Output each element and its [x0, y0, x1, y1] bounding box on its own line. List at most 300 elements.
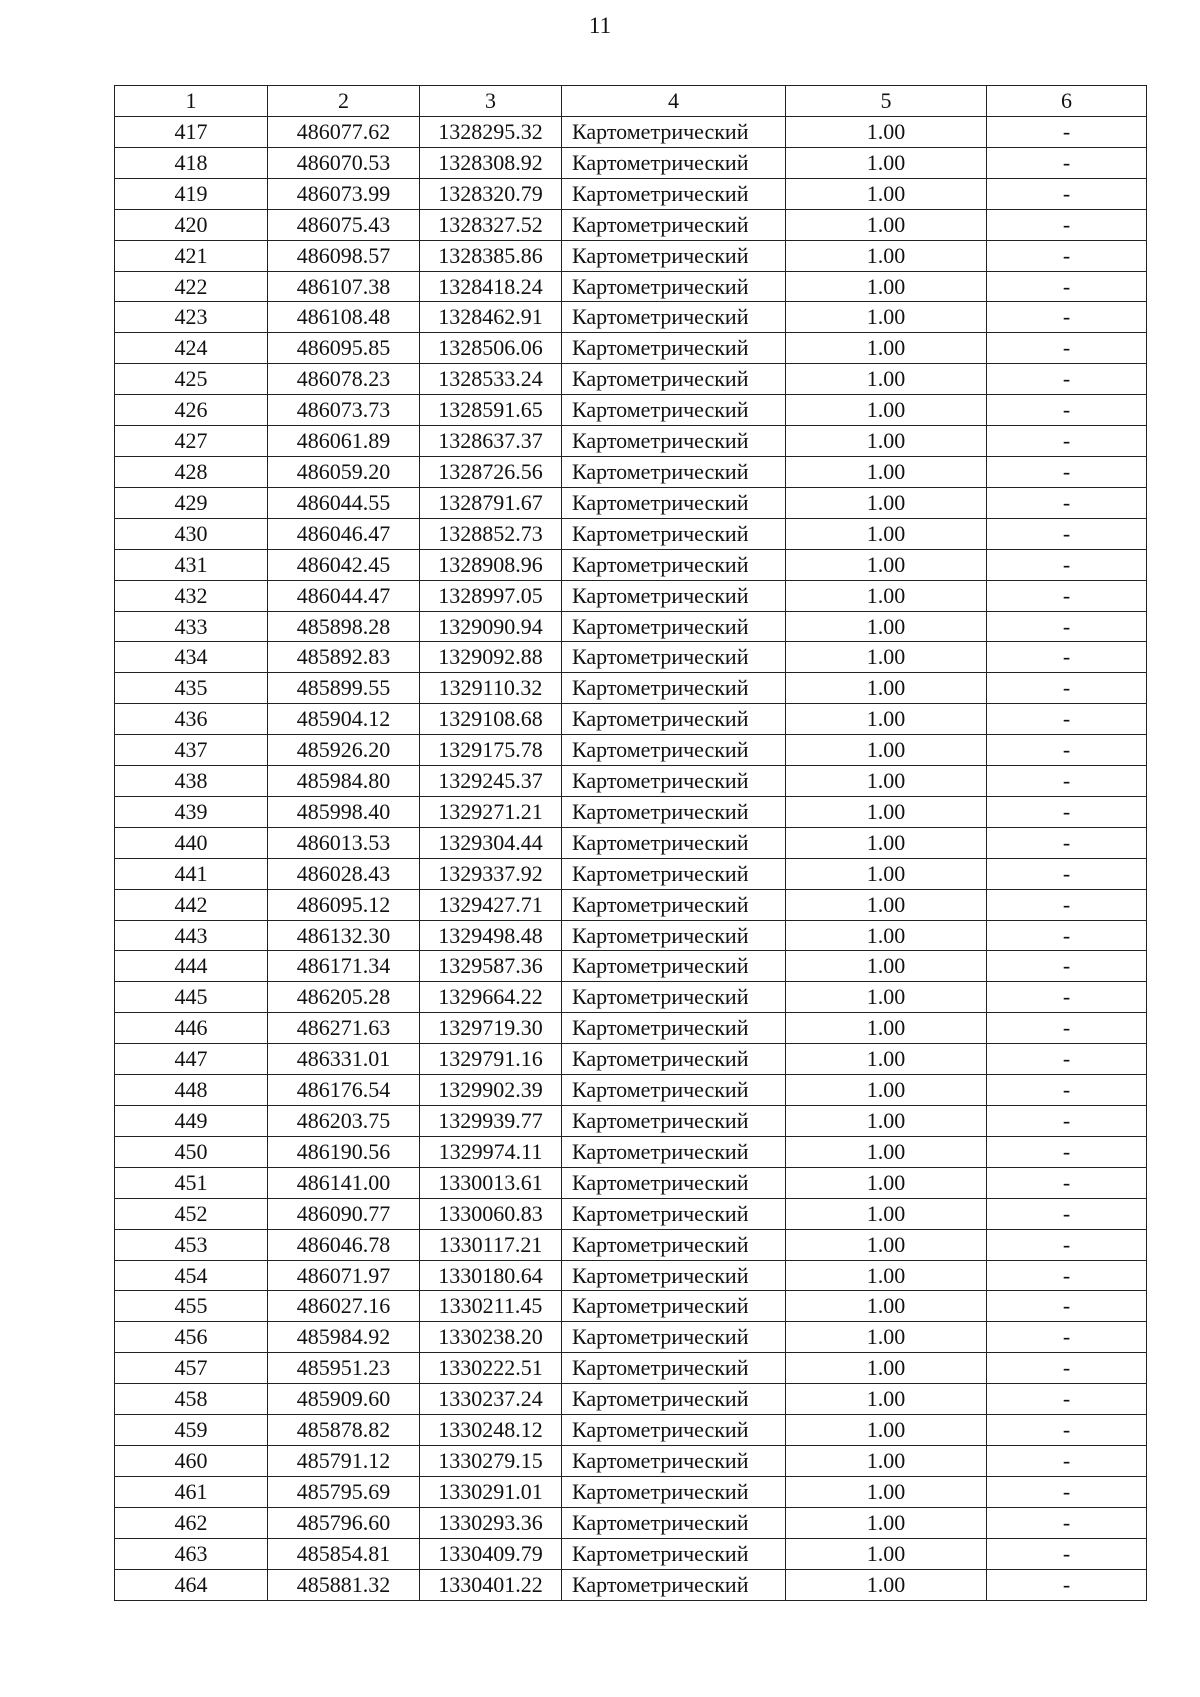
- accuracy-cell: 1.00: [786, 209, 987, 240]
- y-coordinate-cell: 1328418.24: [420, 271, 562, 302]
- table-row: [115, 827, 1147, 858]
- point-number-cell: 452: [115, 1198, 268, 1229]
- point-number-cell: 441: [115, 858, 268, 889]
- method-cell: Картометрический: [562, 487, 786, 518]
- note-cell: -: [987, 951, 1147, 982]
- accuracy-cell: 1.00: [786, 1013, 987, 1044]
- y-coordinate-cell: 1329271.21: [420, 796, 562, 827]
- point-number-cell: 459: [115, 1415, 268, 1446]
- x-coordinate-cell: 485984.92: [268, 1322, 420, 1353]
- table-row: [115, 1476, 1147, 1507]
- table-row: [115, 518, 1147, 549]
- point-number-cell: 442: [115, 889, 268, 920]
- table-row: [115, 1013, 1147, 1044]
- point-number-cell: 445: [115, 982, 268, 1013]
- accuracy-cell: 1.00: [786, 518, 987, 549]
- point-number-cell: 430: [115, 518, 268, 549]
- table-row: [115, 456, 1147, 487]
- y-coordinate-cell: 1328591.65: [420, 395, 562, 426]
- accuracy-cell: 1.00: [786, 1198, 987, 1229]
- note-cell: -: [987, 858, 1147, 889]
- table-row: [115, 1353, 1147, 1384]
- method-cell: Картометрический: [562, 1353, 786, 1384]
- x-coordinate-cell: 486190.56: [268, 1136, 420, 1167]
- method-cell: Картометрический: [562, 518, 786, 549]
- x-coordinate-cell: 485791.12: [268, 1445, 420, 1476]
- y-coordinate-cell: 1328320.79: [420, 178, 562, 209]
- accuracy-cell: 1.00: [786, 1384, 987, 1415]
- note-cell: -: [987, 1106, 1147, 1137]
- y-coordinate-cell: 1330060.83: [420, 1198, 562, 1229]
- table-row: [115, 889, 1147, 920]
- method-cell: Картометрический: [562, 1044, 786, 1075]
- x-coordinate-cell: 486028.43: [268, 858, 420, 889]
- point-number-cell: 456: [115, 1322, 268, 1353]
- accuracy-cell: 1.00: [786, 1476, 987, 1507]
- y-coordinate-cell: 1328726.56: [420, 456, 562, 487]
- y-coordinate-cell: 1330222.51: [420, 1353, 562, 1384]
- note-cell: -: [987, 549, 1147, 580]
- y-coordinate-cell: 1328637.37: [420, 426, 562, 457]
- point-number-cell: 429: [115, 487, 268, 518]
- table-row: [115, 1569, 1147, 1600]
- method-cell: Картометрический: [562, 1167, 786, 1198]
- table-row: [115, 1198, 1147, 1229]
- accuracy-cell: 1.00: [786, 1415, 987, 1446]
- point-number-cell: 420: [115, 209, 268, 240]
- point-number-cell: 444: [115, 951, 268, 982]
- accuracy-cell: 1.00: [786, 920, 987, 951]
- accuracy-cell: 1.00: [786, 796, 987, 827]
- method-cell: Картометрический: [562, 1507, 786, 1538]
- page-number: 11: [588, 13, 612, 38]
- column-header: 2: [268, 86, 420, 117]
- method-cell: Картометрический: [562, 1198, 786, 1229]
- method-cell: Картометрический: [562, 920, 786, 951]
- point-number-cell: 454: [115, 1260, 268, 1291]
- y-coordinate-cell: 1329974.11: [420, 1136, 562, 1167]
- y-coordinate-cell: 1328506.06: [420, 333, 562, 364]
- table-row: [115, 333, 1147, 364]
- method-cell: Картометрический: [562, 1260, 786, 1291]
- table-row: [115, 1075, 1147, 1106]
- point-number-cell: 418: [115, 147, 268, 178]
- table-row: [115, 673, 1147, 704]
- x-coordinate-cell: 485892.83: [268, 642, 420, 673]
- note-cell: -: [987, 518, 1147, 549]
- point-number-cell: 421: [115, 240, 268, 271]
- y-coordinate-cell: 1329427.71: [420, 889, 562, 920]
- note-cell: -: [987, 426, 1147, 457]
- y-coordinate-cell: 1329337.92: [420, 858, 562, 889]
- method-cell: Картометрический: [562, 426, 786, 457]
- point-number-cell: 449: [115, 1106, 268, 1137]
- point-number-cell: 419: [115, 178, 268, 209]
- x-coordinate-cell: 485854.81: [268, 1538, 420, 1569]
- y-coordinate-cell: 1330238.20: [420, 1322, 562, 1353]
- table-row: [115, 766, 1147, 797]
- accuracy-cell: 1.00: [786, 1538, 987, 1569]
- x-coordinate-cell: 486046.47: [268, 518, 420, 549]
- accuracy-cell: 1.00: [786, 117, 987, 148]
- x-coordinate-cell: 485951.23: [268, 1353, 420, 1384]
- method-cell: Картометрический: [562, 333, 786, 364]
- note-cell: -: [987, 796, 1147, 827]
- x-coordinate-cell: 486073.73: [268, 395, 420, 426]
- point-number-cell: 461: [115, 1476, 268, 1507]
- method-cell: Картометрический: [562, 395, 786, 426]
- x-coordinate-cell: 486042.45: [268, 549, 420, 580]
- accuracy-cell: 1.00: [786, 611, 987, 642]
- table-row: [115, 1445, 1147, 1476]
- y-coordinate-cell: 1328852.73: [420, 518, 562, 549]
- accuracy-cell: 1.00: [786, 704, 987, 735]
- accuracy-cell: 1.00: [786, 827, 987, 858]
- table-row: [115, 147, 1147, 178]
- accuracy-cell: 1.00: [786, 240, 987, 271]
- x-coordinate-cell: 486071.97: [268, 1260, 420, 1291]
- x-coordinate-cell: 486108.48: [268, 302, 420, 333]
- y-coordinate-cell: 1330248.12: [420, 1415, 562, 1446]
- x-coordinate-cell: 485984.80: [268, 766, 420, 797]
- x-coordinate-cell: 486075.43: [268, 209, 420, 240]
- note-cell: -: [987, 1260, 1147, 1291]
- note-cell: -: [987, 1322, 1147, 1353]
- x-coordinate-cell: 485909.60: [268, 1384, 420, 1415]
- y-coordinate-cell: 1329108.68: [420, 704, 562, 735]
- note-cell: -: [987, 1507, 1147, 1538]
- note-cell: -: [987, 1291, 1147, 1322]
- y-coordinate-cell: 1329791.16: [420, 1044, 562, 1075]
- y-coordinate-cell: 1328997.05: [420, 580, 562, 611]
- point-number-cell: 422: [115, 271, 268, 302]
- point-number-cell: 448: [115, 1075, 268, 1106]
- table-row: [115, 1538, 1147, 1569]
- point-number-cell: 426: [115, 395, 268, 426]
- note-cell: -: [987, 735, 1147, 766]
- table-row: [115, 580, 1147, 611]
- method-cell: Картометрический: [562, 1291, 786, 1322]
- y-coordinate-cell: 1329304.44: [420, 827, 562, 858]
- point-number-cell: 446: [115, 1013, 268, 1044]
- accuracy-cell: 1.00: [786, 395, 987, 426]
- y-coordinate-cell: 1330293.36: [420, 1507, 562, 1538]
- accuracy-cell: 1.00: [786, 1445, 987, 1476]
- x-coordinate-cell: 486095.85: [268, 333, 420, 364]
- x-coordinate-cell: 486073.99: [268, 178, 420, 209]
- point-number-cell: 460: [115, 1445, 268, 1476]
- accuracy-cell: 1.00: [786, 1075, 987, 1106]
- x-coordinate-cell: 486061.89: [268, 426, 420, 457]
- x-coordinate-cell: 486205.28: [268, 982, 420, 1013]
- method-cell: Картометрический: [562, 704, 786, 735]
- note-cell: -: [987, 178, 1147, 209]
- accuracy-cell: 1.00: [786, 1106, 987, 1137]
- point-number-cell: 425: [115, 364, 268, 395]
- point-number-cell: 439: [115, 796, 268, 827]
- y-coordinate-cell: 1329245.37: [420, 766, 562, 797]
- point-number-cell: 427: [115, 426, 268, 457]
- note-cell: -: [987, 1198, 1147, 1229]
- accuracy-cell: 1.00: [786, 1167, 987, 1198]
- method-cell: Картометрический: [562, 735, 786, 766]
- method-cell: Картометрический: [562, 1322, 786, 1353]
- x-coordinate-cell: 486044.55: [268, 487, 420, 518]
- accuracy-cell: 1.00: [786, 147, 987, 178]
- table-row: [115, 1136, 1147, 1167]
- table-row: [115, 735, 1147, 766]
- accuracy-cell: 1.00: [786, 673, 987, 704]
- method-cell: Картометрический: [562, 1013, 786, 1044]
- y-coordinate-cell: 1328385.86: [420, 240, 562, 271]
- x-coordinate-cell: 486271.63: [268, 1013, 420, 1044]
- column-header: 5: [786, 86, 987, 117]
- point-number-cell: 424: [115, 333, 268, 364]
- note-cell: -: [987, 271, 1147, 302]
- y-coordinate-cell: 1329090.94: [420, 611, 562, 642]
- table-row: [115, 1229, 1147, 1260]
- x-coordinate-cell: 486059.20: [268, 456, 420, 487]
- method-cell: Картометрический: [562, 827, 786, 858]
- accuracy-cell: 1.00: [786, 1044, 987, 1075]
- y-coordinate-cell: 1329498.48: [420, 920, 562, 951]
- column-header: 3: [420, 86, 562, 117]
- note-cell: -: [987, 580, 1147, 611]
- accuracy-cell: 1.00: [786, 982, 987, 1013]
- accuracy-cell: 1.00: [786, 549, 987, 580]
- method-cell: Картометрический: [562, 302, 786, 333]
- x-coordinate-cell: 485926.20: [268, 735, 420, 766]
- table-row: [115, 1291, 1147, 1322]
- accuracy-cell: 1.00: [786, 1229, 987, 1260]
- method-cell: Картометрический: [562, 982, 786, 1013]
- y-coordinate-cell: 1329587.36: [420, 951, 562, 982]
- accuracy-cell: 1.00: [786, 333, 987, 364]
- y-coordinate-cell: 1329175.78: [420, 735, 562, 766]
- table-row: [115, 549, 1147, 580]
- table-row: [115, 1415, 1147, 1446]
- y-coordinate-cell: 1330291.01: [420, 1476, 562, 1507]
- table-row: [115, 858, 1147, 889]
- accuracy-cell: 1.00: [786, 580, 987, 611]
- method-cell: Картометрический: [562, 549, 786, 580]
- x-coordinate-cell: 486078.23: [268, 364, 420, 395]
- table-row: [115, 611, 1147, 642]
- table-row: [115, 240, 1147, 271]
- y-coordinate-cell: 1328327.52: [420, 209, 562, 240]
- point-number-cell: 462: [115, 1507, 268, 1538]
- method-cell: Картометрический: [562, 209, 786, 240]
- note-cell: -: [987, 920, 1147, 951]
- note-cell: -: [987, 487, 1147, 518]
- point-number-cell: 437: [115, 735, 268, 766]
- table-row: [115, 1322, 1147, 1353]
- y-coordinate-cell: 1328295.32: [420, 117, 562, 148]
- point-number-cell: 435: [115, 673, 268, 704]
- y-coordinate-cell: 1329719.30: [420, 1013, 562, 1044]
- y-coordinate-cell: 1328908.96: [420, 549, 562, 580]
- accuracy-cell: 1.00: [786, 1569, 987, 1600]
- method-cell: Картометрический: [562, 1384, 786, 1415]
- y-coordinate-cell: 1330409.79: [420, 1538, 562, 1569]
- note-cell: -: [987, 117, 1147, 148]
- x-coordinate-cell: 485881.32: [268, 1569, 420, 1600]
- y-coordinate-cell: 1330279.15: [420, 1445, 562, 1476]
- note-cell: -: [987, 1384, 1147, 1415]
- table-row: [115, 920, 1147, 951]
- accuracy-cell: 1.00: [786, 889, 987, 920]
- accuracy-cell: 1.00: [786, 858, 987, 889]
- point-number-cell: 436: [115, 704, 268, 735]
- x-coordinate-cell: 486044.47: [268, 580, 420, 611]
- method-cell: Картометрический: [562, 1569, 786, 1600]
- accuracy-cell: 1.00: [786, 271, 987, 302]
- method-cell: Картометрический: [562, 1106, 786, 1137]
- table-row: [115, 271, 1147, 302]
- table-row: [115, 796, 1147, 827]
- accuracy-cell: 1.00: [786, 1136, 987, 1167]
- y-coordinate-cell: 1330180.64: [420, 1260, 562, 1291]
- note-cell: -: [987, 1229, 1147, 1260]
- point-number-cell: 464: [115, 1569, 268, 1600]
- method-cell: Картометрический: [562, 117, 786, 148]
- note-cell: -: [987, 982, 1147, 1013]
- x-coordinate-cell: 485878.82: [268, 1415, 420, 1446]
- method-cell: Картометрический: [562, 673, 786, 704]
- y-coordinate-cell: 1328791.67: [420, 487, 562, 518]
- x-coordinate-cell: 486132.30: [268, 920, 420, 951]
- method-cell: Картометрический: [562, 580, 786, 611]
- accuracy-cell: 1.00: [786, 456, 987, 487]
- method-cell: Картометрический: [562, 364, 786, 395]
- y-coordinate-cell: 1330401.22: [420, 1569, 562, 1600]
- x-coordinate-cell: 486095.12: [268, 889, 420, 920]
- accuracy-cell: 1.00: [786, 1260, 987, 1291]
- x-coordinate-cell: 485898.28: [268, 611, 420, 642]
- note-cell: -: [987, 147, 1147, 178]
- table-row: [115, 704, 1147, 735]
- note-cell: -: [987, 1167, 1147, 1198]
- table-row: [115, 209, 1147, 240]
- table-row: [115, 487, 1147, 518]
- note-cell: -: [987, 1476, 1147, 1507]
- method-cell: Картометрический: [562, 1476, 786, 1507]
- note-cell: -: [987, 1353, 1147, 1384]
- table-row: [115, 1384, 1147, 1415]
- table-header-row: [115, 86, 1147, 117]
- note-cell: -: [987, 302, 1147, 333]
- y-coordinate-cell: 1330211.45: [420, 1291, 562, 1322]
- table-row: [115, 1044, 1147, 1075]
- note-cell: -: [987, 1569, 1147, 1600]
- accuracy-cell: 1.00: [786, 766, 987, 797]
- accuracy-cell: 1.00: [786, 178, 987, 209]
- note-cell: -: [987, 642, 1147, 673]
- y-coordinate-cell: 1329110.32: [420, 673, 562, 704]
- note-cell: -: [987, 1075, 1147, 1106]
- method-cell: Картометрический: [562, 178, 786, 209]
- table-row: [115, 178, 1147, 209]
- note-cell: -: [987, 1415, 1147, 1446]
- point-number-cell: 428: [115, 456, 268, 487]
- note-cell: -: [987, 766, 1147, 797]
- accuracy-cell: 1.00: [786, 1507, 987, 1538]
- method-cell: Картометрический: [562, 1538, 786, 1569]
- method-cell: Картометрический: [562, 1445, 786, 1476]
- table-row: [115, 951, 1147, 982]
- x-coordinate-cell: 486027.16: [268, 1291, 420, 1322]
- note-cell: -: [987, 827, 1147, 858]
- method-cell: Картометрический: [562, 1415, 786, 1446]
- note-cell: -: [987, 1538, 1147, 1569]
- x-coordinate-cell: 486070.53: [268, 147, 420, 178]
- accuracy-cell: 1.00: [786, 302, 987, 333]
- column-header: 4: [562, 86, 786, 117]
- table-body: [115, 86, 1147, 1601]
- method-cell: Картометрический: [562, 611, 786, 642]
- table-row: [115, 1507, 1147, 1538]
- table-row: [115, 426, 1147, 457]
- method-cell: Картометрический: [562, 1136, 786, 1167]
- note-cell: -: [987, 1044, 1147, 1075]
- y-coordinate-cell: 1329902.39: [420, 1075, 562, 1106]
- method-cell: Картометрический: [562, 796, 786, 827]
- point-number-cell: 417: [115, 117, 268, 148]
- method-cell: Картометрический: [562, 1229, 786, 1260]
- method-cell: Картометрический: [562, 456, 786, 487]
- note-cell: -: [987, 395, 1147, 426]
- x-coordinate-cell: 486171.34: [268, 951, 420, 982]
- note-cell: -: [987, 456, 1147, 487]
- note-cell: -: [987, 209, 1147, 240]
- table-row: [115, 302, 1147, 333]
- note-cell: -: [987, 611, 1147, 642]
- method-cell: Картометрический: [562, 951, 786, 982]
- point-number-cell: 451: [115, 1167, 268, 1198]
- y-coordinate-cell: 1329664.22: [420, 982, 562, 1013]
- accuracy-cell: 1.00: [786, 364, 987, 395]
- y-coordinate-cell: 1329939.77: [420, 1106, 562, 1137]
- column-header: 1: [115, 86, 268, 117]
- x-coordinate-cell: 486098.57: [268, 240, 420, 271]
- accuracy-cell: 1.00: [786, 426, 987, 457]
- note-cell: -: [987, 704, 1147, 735]
- note-cell: -: [987, 673, 1147, 704]
- point-number-cell: 455: [115, 1291, 268, 1322]
- note-cell: -: [987, 240, 1147, 271]
- y-coordinate-cell: 1328308.92: [420, 147, 562, 178]
- note-cell: -: [987, 1445, 1147, 1476]
- table-row: [115, 395, 1147, 426]
- x-coordinate-cell: 486077.62: [268, 117, 420, 148]
- note-cell: -: [987, 333, 1147, 364]
- point-number-cell: 458: [115, 1384, 268, 1415]
- coordinates-table: [114, 85, 1147, 1601]
- x-coordinate-cell: 486013.53: [268, 827, 420, 858]
- method-cell: Картометрический: [562, 642, 786, 673]
- accuracy-cell: 1.00: [786, 487, 987, 518]
- point-number-cell: 443: [115, 920, 268, 951]
- method-cell: Картометрический: [562, 766, 786, 797]
- column-header: 6: [987, 86, 1147, 117]
- x-coordinate-cell: 486107.38: [268, 271, 420, 302]
- table-row: [115, 117, 1147, 148]
- point-number-cell: 433: [115, 611, 268, 642]
- point-number-cell: 447: [115, 1044, 268, 1075]
- x-coordinate-cell: 486176.54: [268, 1075, 420, 1106]
- x-coordinate-cell: 486331.01: [268, 1044, 420, 1075]
- point-number-cell: 432: [115, 580, 268, 611]
